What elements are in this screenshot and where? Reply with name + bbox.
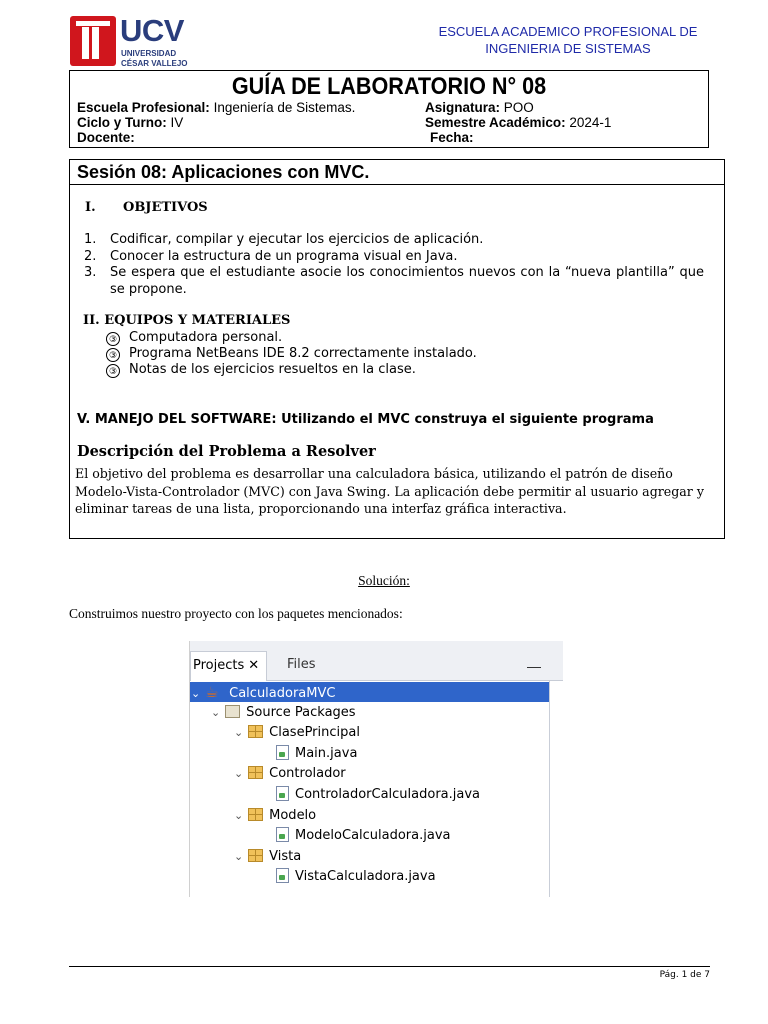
chevron-down-icon[interactable]: ⌄: [234, 767, 244, 780]
tree-node-project[interactable]: ⌄ ☕ CalculadoraMVC: [190, 682, 549, 702]
circled-three-icon: ③: [106, 332, 120, 346]
docente-row: Docente:: [77, 130, 135, 145]
package-icon: [248, 808, 263, 821]
objetivos-heading: I. OBJETIVOS: [85, 200, 208, 215]
tree-node-file[interactable]: ModeloCalculadora.java: [276, 826, 451, 846]
page-number: Pág. 1 de 7: [659, 970, 710, 980]
school-name: ESCUELA ACADEMICO PROFESIONAL DE INGENIERIA DE SISTEMAS: [438, 24, 698, 56]
footer-divider: [69, 966, 710, 967]
source-packages-icon: [225, 705, 240, 718]
ucv-logo-mark: [70, 16, 116, 66]
tree-node-package[interactable]: ⌄ Modelo: [234, 806, 316, 826]
java-file-icon: [276, 745, 289, 760]
chevron-down-icon[interactable]: ⌄: [234, 809, 244, 822]
tree-node-file[interactable]: ControladorCalculadora.java: [276, 785, 480, 805]
semestre-row: Semestre Académico: 2024-1: [425, 115, 612, 130]
manejo-heading: V. MANEJO DEL SOFTWARE: Utilizando el MVC construya el siguiente programa: [77, 412, 654, 427]
chevron-down-icon[interactable]: ⌄: [234, 726, 244, 739]
session-title: Sesión 08: Aplicaciones con MVC.: [70, 160, 724, 185]
tree-node-package[interactable]: ⌄ ClasePrincipal: [234, 723, 360, 743]
chevron-down-icon[interactable]: ⌄: [211, 706, 221, 719]
package-icon: [248, 725, 263, 738]
netbeans-projects-panel: [189, 641, 563, 897]
descripcion-text: El objetivo del problema es desarrollar una calculadora básica, utilizando el patrón de diseño Modelo-Vista-Controlador (MVC) con Java Swing. La aplicación debe permitir al usuario agregar y eliminar tareas de una lista, proporcionando una interfaz gráfica interactiva.: [75, 466, 704, 516]
equipos-list: [106, 330, 477, 378]
asignatura-row: Asignatura: POO: [425, 100, 534, 115]
list-item: ③ Notas de los ejercicios resueltos en la clase.: [106, 362, 477, 378]
list-item: 1. Codificar, compilar y ejecutar los ejercicios de aplicación.: [84, 232, 484, 247]
minimize-icon[interactable]: [527, 655, 541, 668]
tree-node-package[interactable]: ⌄ Controlador: [234, 764, 346, 784]
close-icon[interactable]: ✕: [248, 658, 260, 673]
list-item: ③ Programa NetBeans IDE 8.2 correctamente instalado.: [106, 346, 477, 362]
logo-line2: CÉSAR VALLEJO: [121, 59, 188, 68]
escuela-row: Escuela Profesional: Ingeniería de Sistemas.: [77, 100, 356, 115]
tree-node-source-packages[interactable]: ⌄ Source Packages: [211, 703, 356, 723]
tab-projects[interactable]: Projects ✕: [190, 651, 267, 681]
header-box: [69, 70, 709, 148]
package-icon: [248, 849, 263, 862]
circled-three-icon: ③: [106, 364, 120, 378]
list-item: 2. Conocer la estructura de un programa visual en Java.: [84, 248, 458, 264]
equipos-heading: II. EQUIPOS Y MATERIALES: [83, 313, 291, 328]
java-file-icon: [276, 868, 289, 883]
solucion-label: Solución:: [358, 573, 410, 588]
chevron-down-icon[interactable]: ⌄: [234, 850, 244, 863]
chevron-down-icon[interactable]: ⌄: [191, 687, 201, 700]
ucv-logo: [70, 13, 188, 68]
list-item: ③ Computadora personal.: [106, 330, 477, 346]
tree-node-file[interactable]: Main.java: [276, 744, 357, 764]
projects-tab-bar: [190, 641, 563, 681]
java-project-icon: ☕: [205, 683, 219, 701]
logo-line1: UNIVERSIDAD: [121, 49, 177, 58]
tab-files[interactable]: Files: [287, 657, 316, 672]
circled-three-icon: ③: [106, 348, 120, 362]
page-title: GUÍA DE LABORATORIO N° 08: [231, 73, 547, 100]
objetivos-list: [84, 232, 704, 298]
logo-brand: UCV: [120, 13, 184, 48]
java-file-icon: [276, 786, 289, 801]
construimos-text: Construimos nuestro proyecto con los paquetes mencionados:: [69, 606, 403, 621]
fecha-row: Fecha:: [430, 130, 474, 145]
list-item: 3. Se espera que el estudiante asocie los conocimientos nuevos con la “nueva plantilla” que se propone.: [84, 265, 704, 297]
ciclo-row: Ciclo y Turno: IV: [77, 115, 184, 130]
package-icon: [248, 766, 263, 779]
descripcion-heading: Descripción del Problema a Resolver: [77, 443, 376, 460]
java-file-icon: [276, 827, 289, 842]
tree-node-package[interactable]: ⌄ Vista: [234, 847, 301, 867]
tree-node-file[interactable]: VistaCalculadora.java: [276, 867, 436, 887]
